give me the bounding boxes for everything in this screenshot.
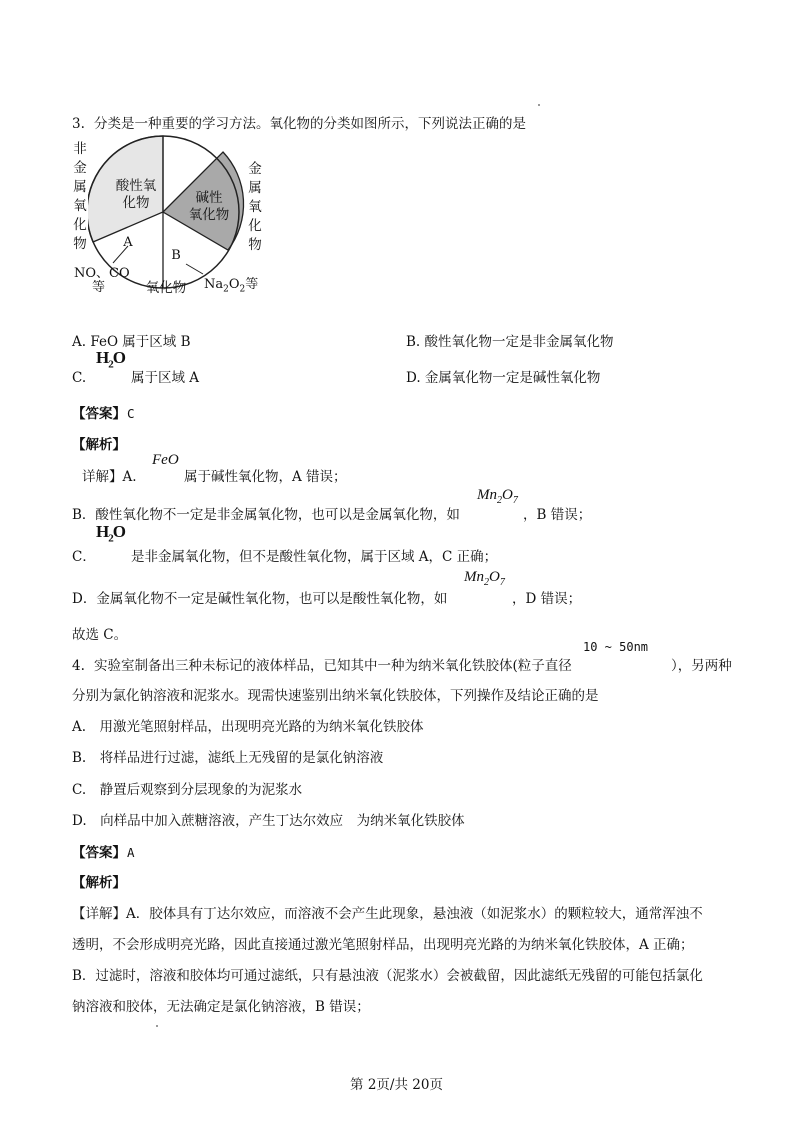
q3-stem: 分类是一种重要的学习方法。氧化物的分类如图所示，下列说法正确的是: [94, 116, 526, 132]
q3-answer-tag: 【答案】: [72, 406, 126, 422]
q3-analysis-tag: 【解析】: [72, 437, 126, 453]
q4-stem-line1: 实验室制备出三种未标记的液体样品，已知其中一种为纳米氧化铁胶体(粒子直径: [94, 658, 572, 674]
q4-analysis-line2: 透明，不会形成明亮光路，因此直接通过激光笔照射样品，出现明亮光路的为纳米氧化铁胶体，A 正确；: [72, 937, 694, 953]
scan-speck: [538, 104, 540, 106]
mn2o7-formula-2: $Mn_2O_7$: [464, 569, 505, 588]
page-footer: 第 2页/共 20页: [350, 1077, 443, 1093]
na2o2-note: $Na_2O_2$等: [204, 277, 259, 295]
q4-size-range: 10 ~ 50nm: [583, 640, 649, 654]
q3-analysis-line2-suffix: ，B 错误；: [523, 507, 592, 523]
q3-analysis-line4: D．金属氧化物不一定是碱性氧化物，也可以是酸性氧化物，如: [72, 591, 448, 607]
q3-option-b: B. 酸性氧化物一定是非金属氧化物: [406, 334, 614, 350]
q3-analysis-line2: B．酸性氧化物不一定是非金属氧化物，也可以是金属氧化物，如: [72, 507, 460, 523]
feo-formula: FeO: [152, 452, 179, 468]
mn2o7-formula-1: $Mn_2O_7$: [477, 487, 518, 506]
acidic-label-2: 化物: [122, 195, 150, 211]
q3-analysis-line4-suffix: ，D 错误；: [512, 591, 582, 607]
q3-option-a: A. FeO 属于区域 B: [72, 334, 191, 350]
q3-answer: C: [127, 406, 135, 421]
q3-analysis-line3-prefix: C．: [72, 549, 96, 565]
q3-analysis-line1-prefix: 详解】A.: [82, 469, 137, 485]
q4-analysis-line4: 钠溶液和胶体，无法确定是氯化钠溶液，B 错误；: [72, 999, 370, 1015]
acidic-label-1: 酸性氧: [115, 178, 157, 194]
q3-analysis-line3: 是非金属氧化物，但不是酸性氧化物，属于区域 A，C 正确；: [131, 549, 498, 565]
region-a-label: A: [123, 235, 133, 250]
q3-option-c-prefix: C.: [72, 370, 87, 386]
q4-option-b: B. 将样品进行过滤，滤纸上无残留的是氯化钠溶液: [72, 750, 384, 766]
no-co-note-2: 等: [92, 280, 106, 295]
q4-analysis-tag: 【解析】: [72, 875, 126, 891]
basic-label-2: 氧化物: [188, 207, 230, 223]
q4-stem-line1-end: ），另两种: [671, 658, 732, 674]
q3-option-d: D. 金属氧化物一定是碱性氧化物: [406, 370, 601, 386]
q4-option-c: C. 静置后观察到分层现象的为泥浆水: [72, 782, 303, 798]
q4-option-a: A. 用激光笔照射样品，出现明亮光路的为纳米氧化铁胶体: [72, 719, 424, 735]
h2o-formula-analysis: $H_2O$: [96, 522, 125, 545]
no-co-note: NO、CO: [74, 266, 130, 281]
h2o-formula-option: $H_2O$: [96, 348, 125, 371]
q4-option-d: D. 向样品中加入蔗糖溶液，产生丁达尔效应 为纳米氧化铁胶体: [72, 813, 465, 829]
diagram-nonmetal-label: 非金属氧化物: [73, 141, 87, 252]
q4-number: 4.: [72, 658, 85, 674]
diagram-metal-label: 金属氧化物: [248, 161, 262, 253]
pointer-b: [186, 264, 203, 274]
q4-analysis-line3: B．过滤时，溶液和胶体均可通过滤纸，只有悬浊液（泥浆水）会被截留，因此滤纸无残留的可能包括氯化: [72, 968, 703, 984]
q4-answer-tag: 【答案】: [72, 845, 126, 861]
q3-analysis-line1-suffix: 属于碱性氧化物，A 错误；: [184, 469, 347, 485]
q4-answer: A: [127, 845, 135, 860]
basic-label-1: 碱性: [195, 190, 223, 206]
q3-number: 3.: [72, 116, 85, 132]
q3-option-c-suffix: 属于区域 A: [131, 370, 200, 386]
region-b-label: B: [171, 248, 181, 263]
q4-analysis-line1: 【详解】A．胶体具有丁达尔效应，而溶液不会产生此现象，悬浊液（如泥浆水）的颗粒较大，通常浑浊不: [72, 906, 703, 922]
q3-conclusion: 故选 C。: [72, 627, 128, 643]
oxide-label: 氧化物: [145, 280, 187, 296]
scan-speck: [156, 1025, 158, 1027]
q4-stem-line2: 分别为氯化钠溶液和泥浆水。现需快速鉴别出纳米氧化铁胶体，下列操作及结论正确的是: [72, 688, 599, 704]
